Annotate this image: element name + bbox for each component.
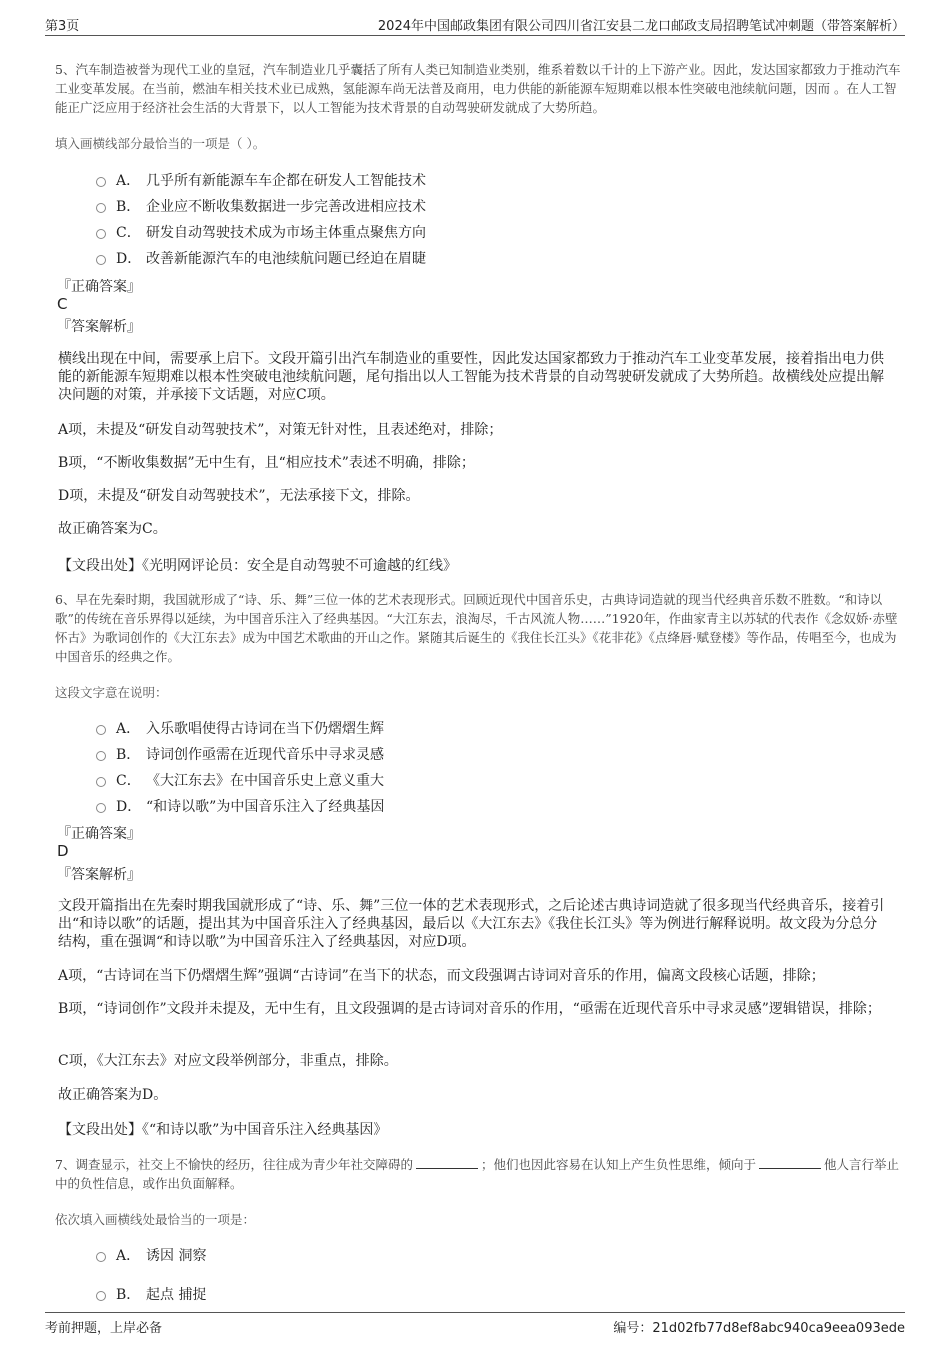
page-footer xyxy=(45,1312,905,1335)
q5-analysis-main: 横线出现在中间，需要承上启下。文段开篇引出汽车制造业的重要性，因此发达国家都致力于推动汽车工业变革发展，接着指出电力供能的新能源车短期难以根本性突破电池续航问题，尾句指出以人工智能为技术背景的自动驾驶研发就成了大势所趋。故横线处应提出解决问题的对策，并承接下文话题，对应C项。 xyxy=(58,351,884,403)
q6-analysis-b: B项，“诗词创作”文段并未提及，无中生有，且文段强调的是古诗词对音乐的作用，“亟需在近现代音乐中寻求灵感”逻辑错误，排除； xyxy=(58,1001,881,1017)
q5-answer: C xyxy=(57,295,68,313)
correct-answer-label: 『正确答案』 xyxy=(57,826,141,842)
radio-icon[interactable] xyxy=(96,803,106,813)
analysis-label: 『答案解析』 xyxy=(57,867,141,883)
q5-option-a[interactable]: A． 几乎所有新能源车车企都在研发人工智能技术 xyxy=(96,170,426,190)
q6-option-b[interactable]: B． 诗词创作亟需在近现代音乐中寻求灵感 xyxy=(96,744,384,764)
q6-analysis-c: C项，《大江东去》对应文段举例部分，非重点，排除。 xyxy=(58,1053,398,1069)
q6-option-d[interactable]: D． “和诗以歌”为中国音乐注入了经典基因 xyxy=(96,796,384,816)
q6-analysis-a: A项，“古诗词在当下仍熠熠生辉”强调“古诗词”在当下的状态，而文段强调古诗词对音乐的作用，偏离文段核心话题，排除； xyxy=(58,968,825,984)
fill-blank-1[interactable] xyxy=(416,1156,478,1169)
q7-option-a[interactable]: A． 诱因 洞察 xyxy=(96,1245,206,1265)
q6-analysis-conclusion: 故正确答案为D。 xyxy=(58,1087,168,1103)
radio-icon[interactable] xyxy=(96,203,106,213)
question-5-prompt: 填入画横线部分最恰当的一项是（ ）。 xyxy=(55,136,266,151)
q6-answer: D xyxy=(57,842,69,860)
question-6-text: 6、早在先秦时期，我国就形成了“诗、乐、舞”三位一体的艺术表现形式。回顾近现代中国音乐史，古典诗词造就的现当代经典音乐数不胜数。“和诗以歌”的传统在音乐界得以延续，为中国音乐注入了经典基因。“大江东去，浪淘尽，千古风流人物……”1920年，作曲家青主以苏轼的代表作《念奴娇·赤壁怀古》为歌词创作的《大江东去》成为中国艺术歌曲的开山之作。紧随其后诞生的《我住长江头》《花非花》《点绛唇·赋登楼》等作品，传唱至今，也成为中国音乐的经典之作。 xyxy=(55,592,898,664)
document-title: 2024年中国邮政集团有限公司四川省江安县二龙口邮政支局招聘笔试冲刺题（带答案解析） xyxy=(377,19,905,34)
analysis-label: 『答案解析』 xyxy=(57,319,141,335)
q6-option-a[interactable]: A． 入乐歌唱使得古诗词在当下仍熠熠生辉 xyxy=(96,718,384,738)
q5-analysis-b: B项，“不断收集数据”无中生有，且“相应技术”表述不明确，排除； xyxy=(58,455,475,471)
question-6-prompt: 这段文字意在说明： xyxy=(55,685,168,700)
page-header xyxy=(45,13,905,36)
q6-analysis-main: 文段开篇指出在先秦时期我国就形成了“诗、乐、舞”三位一体的艺术表现形式，之后论述古典诗词造就了很多现当代经典音乐，接着引出“和诗以歌”的话题，提出其为中国音乐注入了经典基因，最后以《大江东去》《我住长江头》等为例进行解释说明。故文段为分总分结构，重在强调“和诗以歌”为中国音乐注入了经典基因，对应D项。 xyxy=(58,898,885,950)
fill-blank-2[interactable] xyxy=(759,1156,821,1169)
page-number: 第3页 xyxy=(45,19,80,34)
q5-analysis-d: D项，未提及“研发自动驾驶技术”，无法承接下文，排除。 xyxy=(58,488,420,504)
question-7-text: 7、调查显示，社交上不愉快的经历，往往成为青少年社交障碍的 ；他们也因此容易在认知上产生负性思维，倾向于 他人言行举止中的负性信息，或作出负面解释。 xyxy=(55,1157,899,1191)
radio-icon[interactable] xyxy=(96,1252,106,1262)
q5-analysis-conclusion: 故正确答案为C。 xyxy=(58,521,167,537)
radio-icon[interactable] xyxy=(96,177,106,187)
radio-icon[interactable] xyxy=(96,751,106,761)
radio-icon[interactable] xyxy=(96,1291,106,1301)
q6-source: 【文段出处】《“和诗以歌”为中国音乐注入经典基因》 xyxy=(58,1122,388,1138)
question-7-prompt: 依次填入画横线处最恰当的一项是： xyxy=(55,1212,256,1227)
footer-slogan: 考前押题，上岸必备 xyxy=(45,1321,163,1336)
radio-icon[interactable] xyxy=(96,229,106,239)
document-serial: 编号：21d02fb77d8ef8abc940ca9eea093ede xyxy=(613,1321,905,1336)
radio-icon[interactable] xyxy=(96,777,106,787)
radio-icon[interactable] xyxy=(96,725,106,735)
q5-analysis-a: A项，未提及“研发自动驾驶技术”，对策无针对性，且表述绝对，排除； xyxy=(58,422,503,438)
radio-icon[interactable] xyxy=(96,255,106,265)
question-5-text: 5、汽车制造被誉为现代工业的皇冠，汽车制造业几乎囊括了所有人类已知制造业类别，维系着数以千计的上下游产业。因此，发达国家都致力于推动汽车工业变革发展。在当前，燃油车相关技术业已成熟，氢能源车尚无法普及商用，电力供能的新能源车短期难以根本性突破电池续航问题，因而 。在人工智能正广泛应用于经济社会生活的大背景下，以人工智能为技术背景的自动驾驶研发就成了大势所趋。 xyxy=(55,62,901,115)
q5-option-b[interactable]: B． 企业应不断收集数据进一步完善改进相应技术 xyxy=(96,196,426,216)
q5-option-d[interactable]: D． 改善新能源汽车的电池续航问题已经迫在眉睫 xyxy=(96,248,426,268)
q6-option-c[interactable]: C． 《大江东去》在中国音乐史上意义重大 xyxy=(96,770,384,790)
q5-option-c[interactable]: C． 研发自动驾驶技术成为市场主体重点聚焦方向 xyxy=(96,222,426,242)
correct-answer-label: 『正确答案』 xyxy=(57,279,141,295)
q5-source: 【文段出处】《光明网评论员：安全是自动驾驶不可逾越的红线》 xyxy=(58,558,457,574)
q7-option-b[interactable]: B． 起点 捕捉 xyxy=(96,1284,206,1304)
